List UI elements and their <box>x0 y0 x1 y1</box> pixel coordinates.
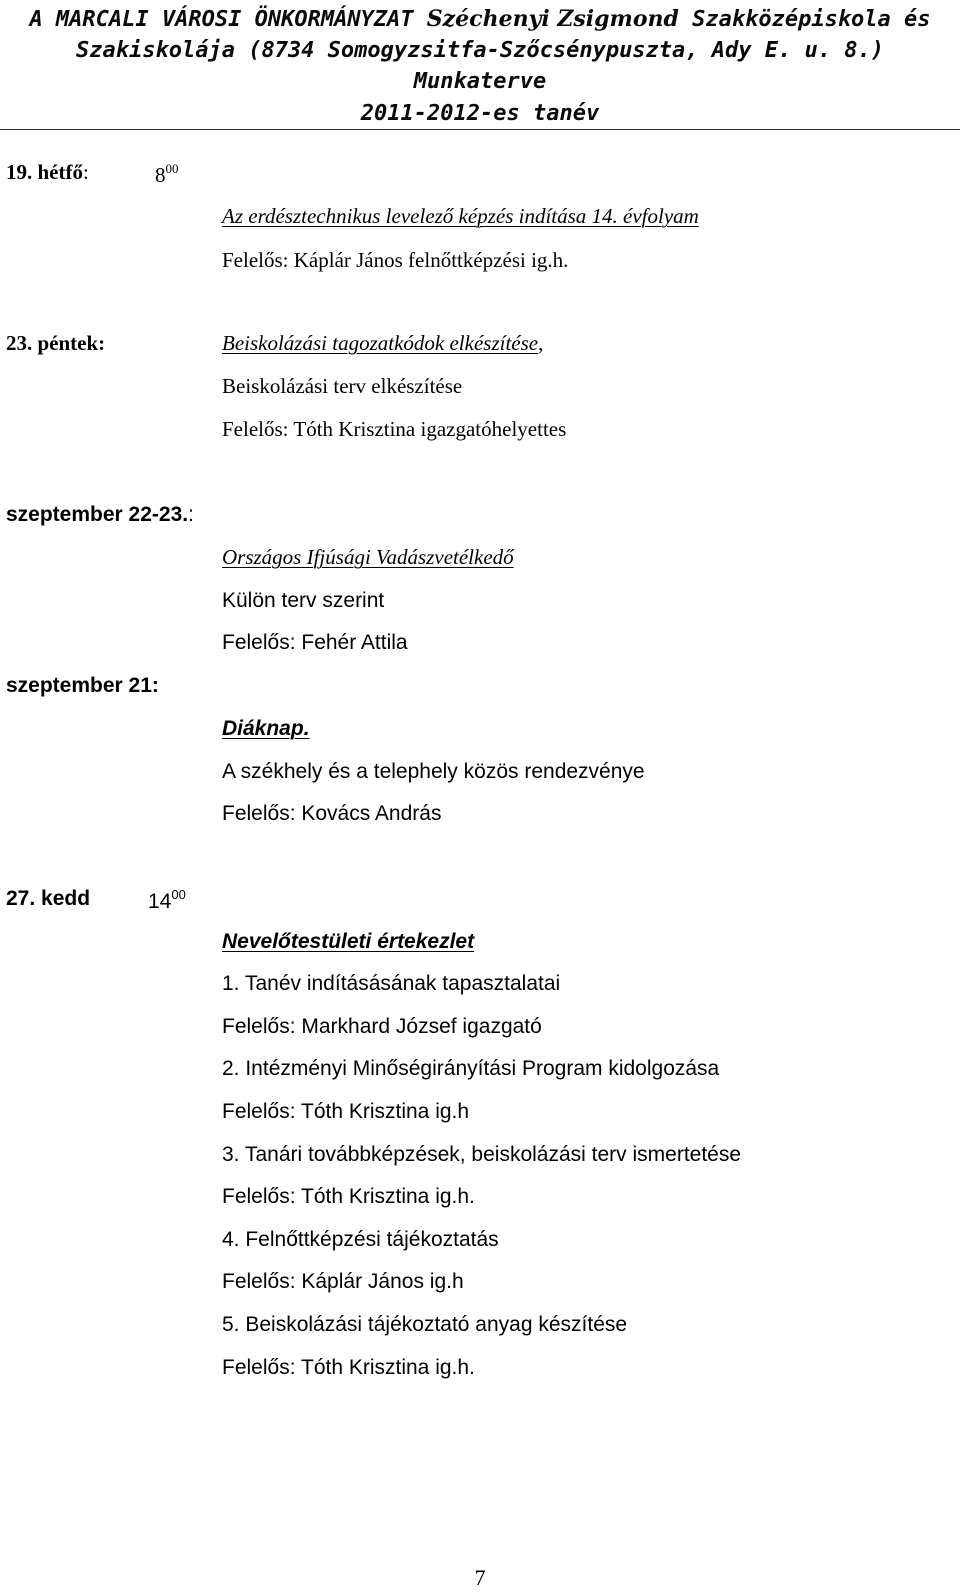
entry-sep-21-title: Diáknap. <box>222 717 310 740</box>
entry-23-title-line: Beiskolázási tagozatkódok elkészítése, <box>222 331 544 355</box>
entry-sep-21-day: szeptember 21: <box>6 674 159 697</box>
agenda-responsible: Felelős: Káplár János ig.h <box>222 1270 464 1293</box>
agenda-item: 3. Tanári továbbképzések, beiskolázási terv ismertetése <box>222 1143 742 1166</box>
header-divider <box>0 129 960 130</box>
entry-19-day: 19. hétfő: <box>6 160 89 184</box>
entry-27-day: 27. kedd <box>6 887 91 910</box>
entry-19-responsible: Felelős: Káplár János felnőttképzési ig.h. <box>222 248 569 272</box>
agenda-responsible: Felelős: Tóth Krisztina ig.h. <box>222 1185 475 1208</box>
entry-sep-22-23-detail: Külön terv szerint <box>222 589 385 612</box>
entry-sep-21-responsible: Felelős: Kovács András <box>222 802 442 825</box>
entry-sep-22-23-title: Országos Ifjúsági Vadászvetélkedő <box>222 545 514 569</box>
entry-19-title: Az erdésztechnikus levelező képzés indítása 14. évfolyam <box>222 204 699 228</box>
entry-23-responsible: Felelős: Tóth Krisztina igazgatóhelyettes <box>222 417 567 441</box>
entry-19-time: $8^{00}$ <box>155 161 179 187</box>
entry-23-detail: Beiskolázási terv elkészítése <box>222 374 463 398</box>
page-number: 7 <box>474 1565 486 1590</box>
agenda-item: 1. Tanév indításásának tapasztalatai <box>222 972 561 995</box>
entry-27-title: Nevelőtestületi értekezlet <box>222 930 475 953</box>
entry-23-title: Beiskolázási tagozatkódok elkészítése <box>222 331 539 355</box>
header-address-line: Szakiskolája (8734 Somogyzsitfa-Szőcsénypuszta, Ady E. u. 8.) <box>76 38 884 63</box>
agenda-responsible: Felelős: Tóth Krisztina ig.h. <box>222 1356 475 1379</box>
header-school-name: Széchenyi Zsigmond <box>426 6 679 32</box>
entry-sep-22-23-day: szeptember 22-23.: <box>6 503 194 526</box>
agenda-item: 5. Beiskolázási tájékoztató anyag készítése <box>222 1313 628 1336</box>
agenda-responsible: Felelős: Tóth Krisztina ig.h <box>222 1100 470 1123</box>
agenda-item: 4. Felnőttképzési tájékoztatás <box>222 1228 499 1251</box>
agenda-responsible: Felelős: Markhard József igazgató <box>222 1015 542 1038</box>
entry-sep-21-detail: A székhely és a telephely közös rendezvénye <box>222 760 645 783</box>
header-institution-line: A MARCALI VÁROSI ÖNKORMÁNYZAT Széchenyi Zsigmond Szakközépiskola és <box>29 6 931 32</box>
entry-27-time: $14^{00}$ <box>148 887 186 913</box>
entry-sep-22-23-responsible: Felelős: Fehér Attila <box>222 631 408 654</box>
agenda-item: 2. Intézményi Minőségirányítási Program kidolgozása <box>222 1057 720 1080</box>
header-document-title: Munkaterve <box>413 69 547 94</box>
header-school-year: 2011-2012-es tanév <box>360 101 600 126</box>
entry-23-day: 23. péntek: <box>6 331 106 355</box>
